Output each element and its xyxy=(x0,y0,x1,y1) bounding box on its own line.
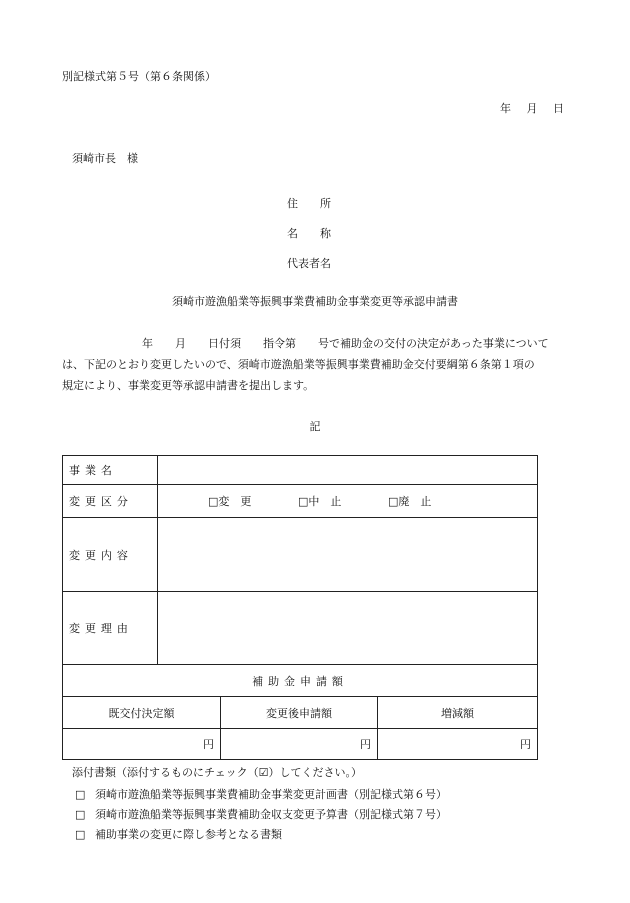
body-line-3: 規定により、事業変更等承認申請書を提出します。 xyxy=(62,379,315,392)
col-prior-amount: 既交付決定額 xyxy=(63,697,221,729)
change-reason-field[interactable] xyxy=(158,592,538,665)
addressee: 須崎市長 様 xyxy=(72,152,138,165)
attachment-checkbox[interactable]: □ xyxy=(75,808,86,821)
attachment-item xyxy=(75,786,447,802)
form-number: 別記様式第５号（第６条関係） xyxy=(62,70,216,83)
unit-yen: 円 xyxy=(203,738,214,751)
date-line xyxy=(500,100,575,116)
body-paragraph xyxy=(62,333,572,396)
sender-name-label: 名 称 xyxy=(287,227,331,240)
sender-address-label: 住 所 xyxy=(287,197,331,210)
sender-representative-label: 代表者名 xyxy=(287,257,331,270)
unit-yen: 円 xyxy=(520,738,532,751)
document-title: 須崎市遊漁船業等振興事業費補助金事業変更等承認申請書 xyxy=(172,295,458,308)
option-abolish-checkbox[interactable]: □廃 止 xyxy=(388,495,432,508)
attachment-label: 須崎市遊漁船業等振興事業費補助金事業変更計画書（別記様式第６号） xyxy=(95,788,447,801)
date-day: 日 xyxy=(553,102,565,115)
col-difference: 増減額 xyxy=(378,697,538,729)
option-change-checkbox[interactable]: □変 更 xyxy=(208,495,252,508)
attachment-item xyxy=(75,806,447,822)
change-reason-label: 変更理由 xyxy=(63,592,158,665)
change-content-field[interactable] xyxy=(158,518,538,592)
attachment-checkbox[interactable]: □ xyxy=(75,788,86,801)
attachment-label: 補助事業の変更に際し参考となる書類 xyxy=(95,828,282,841)
attachment-checkbox[interactable]: □ xyxy=(75,828,86,841)
project-name-label: 事業名 xyxy=(63,456,158,485)
body-line-1: 年 月 日付須 指令第 号で補助金の交付の決定があった事業について xyxy=(142,337,549,350)
attachments-heading: 添付書類（添付するものにチェック（☑）してください。） xyxy=(72,766,363,779)
date-year: 年 xyxy=(500,102,512,115)
application-table xyxy=(62,455,538,760)
option-suspend-checkbox[interactable]: □中 止 xyxy=(298,495,342,508)
unit-yen: 円 xyxy=(360,738,371,751)
ki-heading: 記 xyxy=(309,420,321,433)
difference-field[interactable] xyxy=(378,729,538,760)
subsidy-header: 補助金申請額 xyxy=(63,665,538,697)
project-name-field[interactable] xyxy=(158,456,538,485)
body-line-2: は、下記のとおり変更したいので、須崎市遊漁船業等振興事業費補助金交付要綱第６条第１項の xyxy=(62,358,535,371)
change-type-options xyxy=(158,485,538,518)
col-new-amount: 変更後申請額 xyxy=(221,697,378,729)
date-month: 月 xyxy=(526,102,539,115)
attachment-label: 須崎市遊漁船業等振興事業費補助金収支変更予算書（別記様式第７号） xyxy=(95,808,447,821)
attachment-item xyxy=(75,826,282,842)
change-content-label: 変更内容 xyxy=(63,518,158,592)
prior-amount-field[interactable] xyxy=(63,729,221,760)
change-type-label: 変更区分 xyxy=(63,485,158,518)
new-amount-field[interactable] xyxy=(221,729,378,760)
